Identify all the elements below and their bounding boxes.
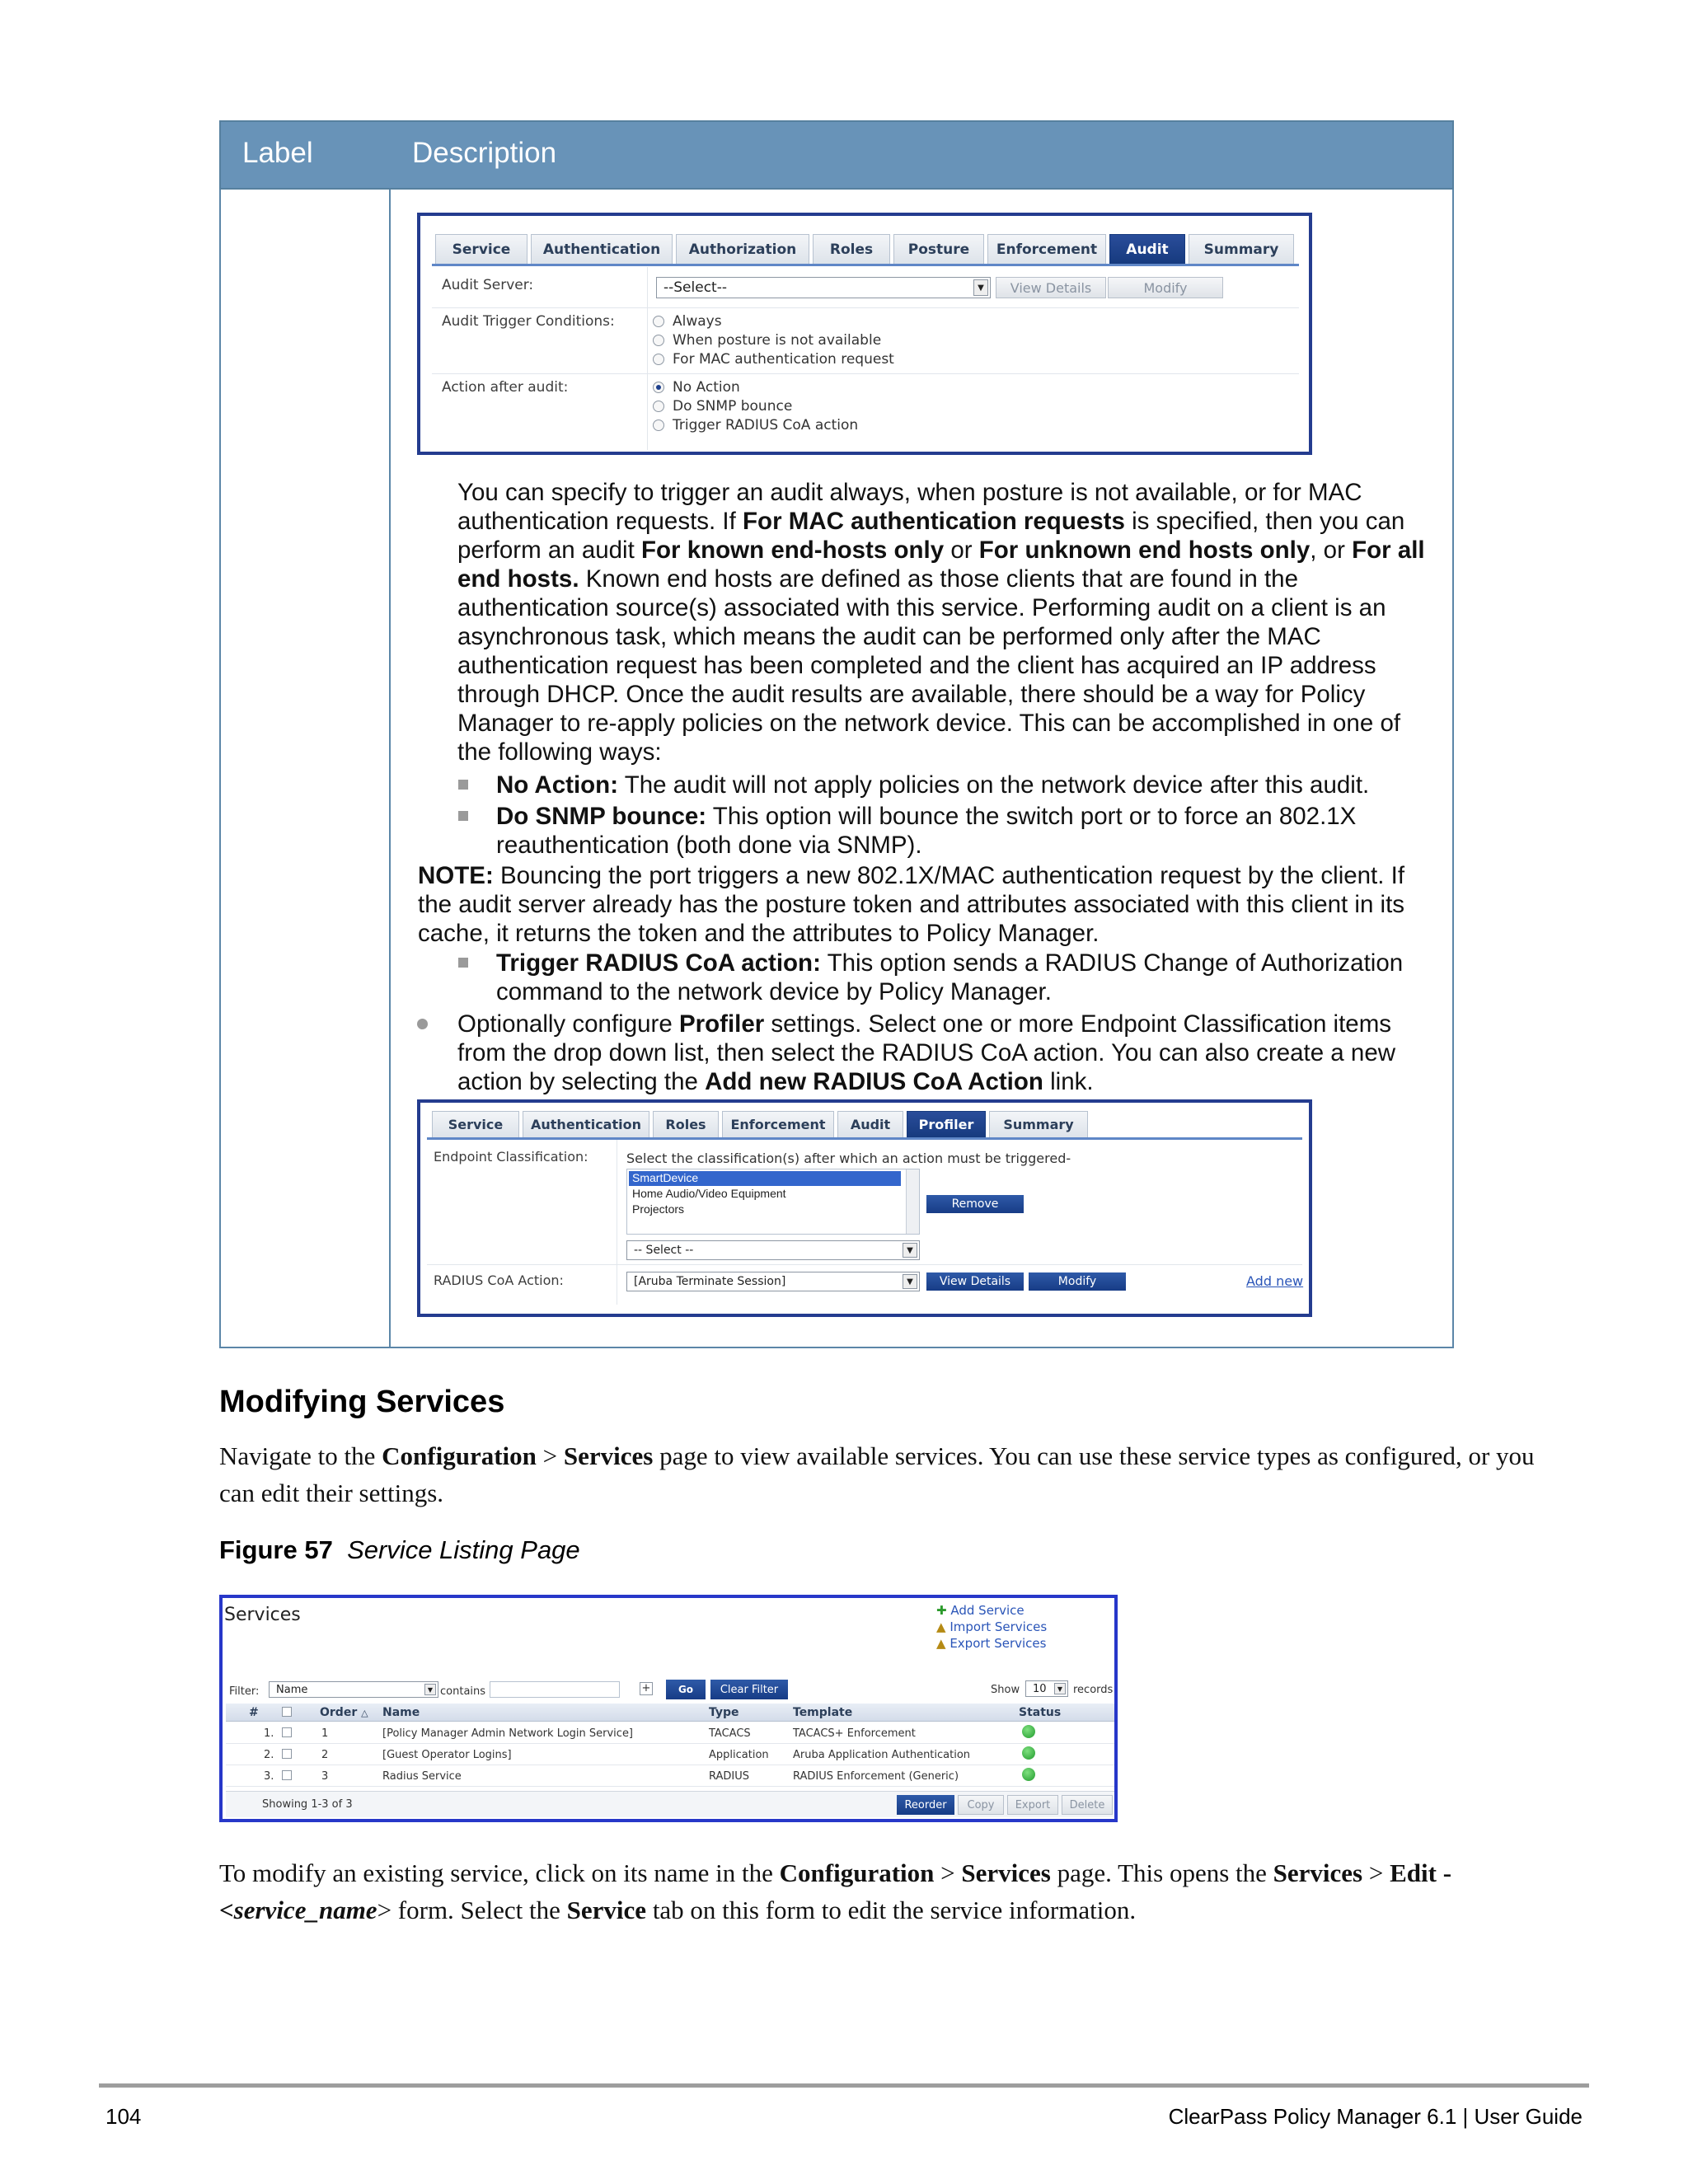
delete-button[interactable]: Delete <box>1062 1795 1113 1815</box>
tab-posture[interactable]: Posture <box>893 234 984 264</box>
section-intro <box>219 1437 1571 1511</box>
text-run: Known end hosts are defined as those clients that are found in the authentication source(s) associated with this service. Performing audit on a client is an asynchronous task, which means the audit can be performed only after the MAC authentication request has been completed and the client has acquired an IP address through DHCP. Once the audit results are available, there should be a way for Policy Manager to re-apply policies on the network device. This can be accomplished in one of the following ways: <box>457 565 1401 766</box>
bullet-snmp <box>496 802 1436 860</box>
classification-select[interactable] <box>626 1240 920 1260</box>
text-run: page to view available services. You can use these service types as configured, or you can edit their settings. <box>219 1441 1535 1507</box>
list-item[interactable]: Projectors <box>632 1202 685 1216</box>
remove-button[interactable]: Remove <box>926 1195 1024 1213</box>
text-bold: Service <box>566 1896 647 1924</box>
trigger-option-label: For MAC authentication request <box>673 351 894 368</box>
import-icon: ▲ <box>936 1619 946 1634</box>
tab-underline <box>432 264 1299 266</box>
tab-audit[interactable]: Audit <box>837 1111 903 1137</box>
radio-icon <box>653 401 664 412</box>
export-services-link[interactable] <box>936 1636 1046 1651</box>
column-header-order-label: Order <box>320 1706 358 1719</box>
tab-authentication[interactable]: Authentication <box>523 1111 649 1137</box>
coa-row-divider <box>427 1264 1302 1265</box>
modify-instructions <box>219 1854 1596 1929</box>
row-number: 2. <box>264 1749 274 1761</box>
classification-hint: Select the classification(s) after which an action must be triggered- <box>626 1151 1071 1166</box>
text-run: This option sends a RADIUS Change of Authorization command to the network device by Policy Manager. <box>496 949 1404 1005</box>
row-template: RADIUS Enforcement (Generic) <box>793 1770 959 1783</box>
tab-authentication[interactable]: Authentication <box>531 234 673 264</box>
text-bold: No Action: <box>496 771 619 799</box>
contains-label: contains <box>440 1685 486 1698</box>
row-order: 2 <box>321 1749 329 1761</box>
copy-button[interactable]: Copy <box>958 1795 1004 1815</box>
text-run: Optionally configure <box>457 1010 679 1038</box>
table-column-divider <box>389 190 391 1348</box>
text-run: > <box>536 1441 564 1470</box>
classification-list[interactable] <box>626 1169 920 1235</box>
radio-icon <box>653 316 664 327</box>
text-run: settings. Select one or more Endpoint Classification items from the drop down list, then select the RADIUS CoA action. You can also create a new action by selecting the <box>457 1010 1396 1095</box>
figure-label: Figure 57 <box>219 1535 333 1564</box>
text-bold: Configuration <box>779 1858 935 1887</box>
text-run: > <box>934 1858 962 1887</box>
text-run: link. <box>1043 1068 1094 1095</box>
row-template: Aruba Application Authentication <box>793 1749 971 1761</box>
row-template: TACACS+ Enforcement <box>793 1727 916 1740</box>
text-run: Bouncing the port triggers a new 802.1X/MAC authentication request by the client. If the audit server already has the posture token and attributes associated with this client in its cache, it returns the token and the attributes to Policy Manager. <box>418 862 1405 947</box>
radio-icon <box>653 419 664 431</box>
action-option-label: Trigger RADIUS CoA action <box>673 417 859 434</box>
coa-select-value: [Aruba Terminate Session] <box>634 1275 786 1288</box>
header-label: Label <box>242 137 313 169</box>
filter-value-input[interactable] <box>490 1681 620 1698</box>
tab-service[interactable]: Service <box>435 234 528 264</box>
showing-count: Showing 1-3 of 3 <box>262 1798 353 1811</box>
text-run: > <box>1362 1858 1390 1887</box>
list-scrollbar[interactable] <box>906 1169 919 1234</box>
tab-enforcement[interactable]: Enforcement <box>722 1111 834 1137</box>
row-number: 1. <box>264 1727 274 1740</box>
radio-selected-icon <box>653 382 664 393</box>
text-bold: Edit <box>1390 1858 1437 1887</box>
text-bold: NOTE: <box>418 862 494 889</box>
figure-caption <box>219 1535 580 1565</box>
view-details-button[interactable]: View Details <box>996 277 1106 298</box>
trigger-option-posture[interactable] <box>653 332 881 349</box>
view-details-button[interactable]: View Details <box>926 1272 1024 1291</box>
text-run: is specified, then you can perform an audit <box>457 508 1405 564</box>
coa-label: RADIUS CoA Action: <box>434 1272 564 1288</box>
text-run: The audit will not apply policies on the network device after this audit. <box>618 771 1370 799</box>
export-icon: ▲ <box>936 1636 946 1651</box>
column-header-type[interactable]: Type <box>709 1706 739 1719</box>
row-name[interactable]: Radius Service <box>382 1770 462 1783</box>
list-item-selected[interactable]: SmartDevice <box>629 1171 901 1186</box>
radio-icon <box>653 354 664 365</box>
tab-audit[interactable]: Audit <box>1109 234 1185 264</box>
import-services-link[interactable] <box>936 1619 1047 1634</box>
add-service-label: Add Service <box>950 1603 1025 1618</box>
action-option-no-action[interactable] <box>653 379 740 396</box>
show-count-select[interactable] <box>1025 1680 1068 1697</box>
clear-filter-button[interactable]: Clear Filter <box>710 1680 788 1699</box>
show-label: Show <box>991 1684 1020 1696</box>
text-run: > form. Select the <box>377 1896 567 1924</box>
filter-field-select[interactable] <box>269 1681 438 1698</box>
row-type: TACACS <box>709 1727 751 1740</box>
action-option-snmp[interactable] <box>653 398 792 415</box>
chevron-down-icon: ▼ <box>903 1243 917 1258</box>
text-bold: Configuration <box>382 1441 537 1470</box>
records-label: records <box>1073 1684 1114 1696</box>
column-header-template[interactable]: Template <box>793 1706 853 1719</box>
import-services-label: Import Services <box>950 1619 1048 1634</box>
status-enabled-icon[interactable] <box>1022 1768 1035 1781</box>
bullet-square-icon <box>458 811 468 821</box>
coa-select[interactable] <box>626 1272 920 1291</box>
action-option-label: Do SNMP bounce <box>673 398 793 415</box>
chevron-down-icon: ▼ <box>1054 1683 1066 1694</box>
reorder-button[interactable]: Reorder <box>897 1795 954 1815</box>
table-row[interactable] <box>226 1765 1114 1787</box>
endpoint-classification-label: Endpoint Classification: <box>434 1149 588 1165</box>
row-number: 3. <box>264 1770 274 1783</box>
sort-up-icon: △ <box>361 1708 368 1718</box>
filter-field-value: Name <box>276 1683 308 1696</box>
table-row[interactable] <box>226 1744 1114 1765</box>
text-bold: Profiler <box>678 1010 765 1038</box>
profiler-screenshot <box>417 1099 1312 1317</box>
bullet-profiler <box>457 1010 1438 1096</box>
services-title: Services <box>224 1605 301 1625</box>
text-run: You can specify to trigger an audit always, when posture is not available, or for MAC authentication requests. If <box>457 479 1362 535</box>
text-bold: Services <box>563 1441 654 1470</box>
audit-screenshot <box>417 213 1312 455</box>
text-run: or <box>944 537 979 564</box>
text-run: To modify an existing service, click on its name in the <box>219 1858 780 1887</box>
audit-server-value: --Select-- <box>663 279 727 296</box>
audit-description <box>457 478 1434 766</box>
trigger-option-mac[interactable] <box>653 351 894 368</box>
row-order: 3 <box>321 1770 329 1783</box>
text-bold: Services <box>961 1858 1051 1887</box>
filter-label: Filter: <box>229 1685 260 1698</box>
audit-server-label: Audit Server: <box>442 277 534 293</box>
text-bold: For all end hosts. <box>457 537 1425 593</box>
chevron-down-icon: ▼ <box>903 1274 917 1289</box>
tab-enforcement[interactable]: Enforcement <box>987 234 1106 264</box>
go-button[interactable]: Go <box>666 1680 706 1699</box>
trigger-option-label: When posture is not available <box>673 332 882 349</box>
column-header-status[interactable]: Status <box>1019 1706 1062 1719</box>
bullet-coa <box>496 949 1436 1006</box>
bullet-no-action <box>496 771 1436 799</box>
text-run: This option will bounce the switch port or to force an 802.1X reauthentication (both done via SNMP). <box>496 803 1357 859</box>
tab-roles[interactable]: Roles <box>813 234 890 264</box>
text-bold: For known end-hosts only <box>641 537 945 564</box>
guide-title: ClearPass Policy Manager 6.1 | User Guide <box>1168 2104 1582 2129</box>
table-row[interactable] <box>226 1722 1114 1744</box>
row-checkbox[interactable] <box>282 1770 292 1780</box>
action-option-coa[interactable] <box>653 417 858 434</box>
text-run: Navigate to the <box>219 1441 382 1470</box>
bullet-square-icon <box>458 958 468 968</box>
tab-profiler[interactable]: Profiler <box>907 1111 986 1137</box>
list-item[interactable]: Home Audio/Video Equipment <box>632 1187 786 1200</box>
table-header <box>219 120 1454 190</box>
add-icon: ✚ <box>936 1603 947 1618</box>
row-checkbox[interactable] <box>282 1749 292 1759</box>
text-run: page. This opens the <box>1050 1858 1273 1887</box>
row-name[interactable]: [Guest Operator Logins] <box>382 1749 512 1761</box>
action-option-label: No Action <box>673 379 740 396</box>
chevron-down-icon: ▼ <box>424 1684 436 1695</box>
note-paragraph <box>418 861 1440 948</box>
section-title: Modifying Services <box>219 1385 505 1419</box>
modify-button[interactable]: Modify <box>1029 1272 1126 1291</box>
bullet-square-icon <box>458 780 468 790</box>
footer-rule <box>99 2083 1589 2088</box>
row-type: Application <box>709 1749 769 1761</box>
tab-summary[interactable]: Summary <box>1189 234 1294 264</box>
chevron-down-icon: ▼ <box>973 279 988 296</box>
row-type: RADIUS <box>709 1770 750 1783</box>
add-filter-icon[interactable]: + <box>640 1682 653 1695</box>
text-bold: Add new RADIUS CoA Action <box>705 1068 1043 1095</box>
text-run: tab on this form to edit the service information. <box>646 1896 1137 1924</box>
tab-service[interactable]: Service <box>432 1111 519 1137</box>
column-header-number: # <box>249 1706 259 1719</box>
text-bold: - < <box>219 1858 1452 1924</box>
trigger-label: Audit Trigger Conditions: <box>442 313 615 330</box>
text-bold: Do SNMP bounce: <box>496 803 707 830</box>
trigger-option-always[interactable] <box>653 313 722 330</box>
audit-server-select[interactable] <box>656 277 991 298</box>
text-bold: Trigger RADIUS CoA action: <box>496 949 821 977</box>
status-enabled-icon[interactable] <box>1022 1746 1035 1760</box>
status-enabled-icon[interactable] <box>1022 1725 1035 1738</box>
classification-select-value: -- Select -- <box>634 1244 694 1257</box>
radio-icon <box>653 335 664 346</box>
show-count-value: 10 <box>1033 1682 1047 1695</box>
tab-roles[interactable]: Roles <box>653 1111 719 1137</box>
column-header-name[interactable]: Name <box>382 1706 420 1719</box>
action-label: Action after audit: <box>442 379 569 396</box>
text-bold-italic: service_name <box>233 1896 377 1924</box>
export-button[interactable]: Export <box>1007 1795 1058 1815</box>
row-order: 1 <box>321 1727 329 1740</box>
select-all-checkbox[interactable] <box>282 1707 292 1717</box>
row-name[interactable]: [Policy Manager Admin Network Login Service] <box>382 1727 634 1740</box>
column-header-order[interactable] <box>320 1706 368 1719</box>
add-service-link[interactable] <box>936 1603 1025 1618</box>
text-bold: For MAC authentication requests <box>743 508 1125 535</box>
tab-authorization[interactable]: Authorization <box>676 234 809 264</box>
text-bold: Services <box>1273 1858 1363 1887</box>
add-new-link[interactable]: Add new <box>1246 1273 1304 1289</box>
tab-underline <box>427 1137 1302 1140</box>
header-description: Description <box>412 137 557 169</box>
export-services-label: Export Services <box>950 1636 1047 1651</box>
figure-title: Service Listing Page <box>347 1535 580 1564</box>
text-run: , or <box>1310 537 1353 564</box>
trigger-option-label: Always <box>673 313 722 330</box>
modify-button[interactable]: Modify <box>1108 277 1223 298</box>
text-bold: For unknown end hosts only <box>978 537 1311 564</box>
row-checkbox[interactable] <box>282 1727 292 1737</box>
services-screenshot <box>219 1595 1118 1822</box>
tab-summary[interactable]: Summary <box>989 1111 1088 1137</box>
page-number: 104 <box>106 2104 142 2129</box>
bullet-dot-icon <box>417 1019 428 1029</box>
